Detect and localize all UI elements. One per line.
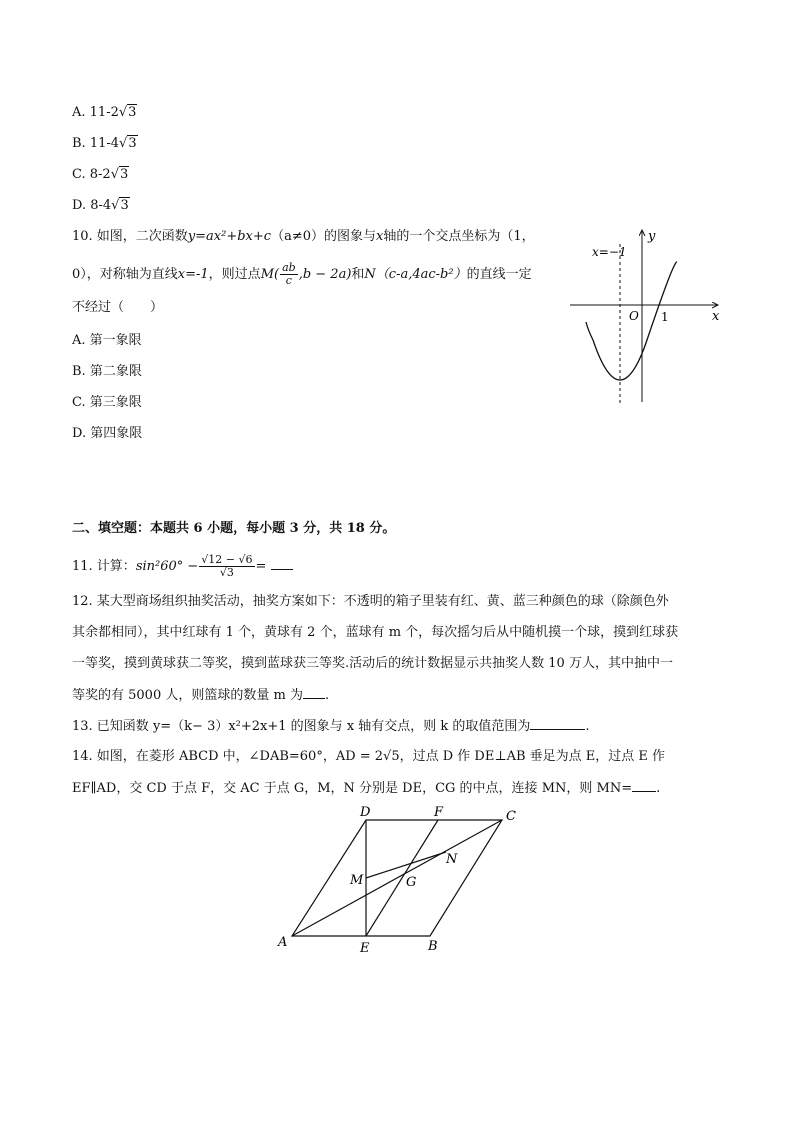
q10-line1: 10. 如图，二次函数y=ax²+bx+c（a≠0）的图象与x轴的一个交点坐标为（1，	[72, 229, 535, 244]
q10-option-d: D. 第四象限	[72, 426, 143, 441]
label-N: N	[446, 852, 458, 867]
q11: 11. 计算：sin²60° − $\frac{√12 - √6}{√3}$ =	[72, 554, 293, 579]
q10-line3: 不经过（ ）	[72, 300, 164, 315]
q12-line3: 一等奖，摸到黄球获二等奖，摸到蓝球获三等奖.活动后的统计数据显示共抽奖人数 10 万人，其中抽中一	[72, 656, 673, 671]
label-D: D	[360, 805, 371, 820]
origin-label: O	[629, 309, 639, 323]
label-M: M	[350, 873, 364, 888]
fraction: $\frac{√12 - √6}{√3}$	[201, 553, 253, 579]
q12-line2: 其余都相同），其中红球有 1 个，黄球有 2 个，蓝球有 m 个，每次摇匀后从中随机摸一个球，摸到红球获	[72, 625, 679, 640]
sqrt-symbol: √3	[111, 198, 129, 213]
section-title: 二、填空题：本题共 6 小题，每小题 3 分，共 18 分。	[72, 521, 396, 536]
q9-option-a: A. 11-2√3	[72, 105, 137, 120]
q9-option-b: B. 11-4√3	[72, 136, 137, 151]
q12-line1: 12. 某大型商场组织抽奖活动，抽奖方案如下：不透明的箱子里装有红、黄、蓝三种颜色的球（除颜色外	[72, 594, 669, 609]
sqrt-symbol: √3	[119, 136, 137, 151]
label-E: E	[360, 941, 370, 956]
one-label: 1	[661, 310, 669, 324]
label-B: B	[428, 939, 438, 954]
fraction: $\frac{ab}{c}$	[282, 261, 296, 287]
y-axis-label: y	[648, 229, 656, 244]
label-A: A	[278, 935, 288, 950]
q10-option-b: B. 第二象限	[72, 364, 142, 379]
segment-EF	[366, 820, 438, 936]
q10-option-a: A. 第一象限	[72, 333, 142, 348]
answer-blank[interactable]	[271, 557, 293, 570]
sqrt-symbol: √3	[118, 105, 137, 120]
rhombus-figure	[270, 800, 530, 960]
q10-line2: 0），对称轴为直线x=-1，则过点M( $\frac{ab}{c}$ ,b − 2a)和N（c-a,4ac-b²）的直线一定	[72, 261, 532, 287]
segment-AC	[292, 820, 502, 936]
answer-blank[interactable]	[303, 686, 325, 699]
label-C: C	[506, 809, 516, 824]
label-G: G	[406, 875, 417, 890]
x-axis-label: x	[712, 309, 720, 324]
q14-line2: EF∥AD，交 CD 于点 F，交 AC 于点 G，M，N 分别是 DE，CG 的中点，连接 MN，则 MN= .	[72, 781, 661, 796]
q13: 13. 已知函数 y=（k− 3）x²+2x+1 的图象与 x 轴有交点，则 k 的取值范围为 .	[72, 719, 590, 734]
q14-line1: 14. 如图，在菱形 ABCD 中，∠DAB=60°，AD = 2√5，过点 D 作 DE⊥AB 垂足为点 E，过点 E 作	[72, 749, 666, 764]
q10-option-c: C. 第三象限	[72, 395, 142, 410]
label-F: F	[434, 805, 444, 820]
q9-option-c: C. 8-2√3	[72, 167, 129, 182]
answer-blank[interactable]	[530, 717, 585, 730]
answer-blank[interactable]	[632, 779, 656, 792]
symmetry-axis-label: x=−1	[592, 245, 627, 259]
parabola-graph	[560, 222, 730, 412]
parabola-curve-left	[586, 322, 593, 340]
q9-option-d: D. 8-4√3	[72, 198, 129, 213]
q12-line4: 等奖的有 5000 人，则篮球的数量 m 为 .	[72, 688, 330, 703]
sqrt-symbol: √3	[110, 167, 129, 182]
